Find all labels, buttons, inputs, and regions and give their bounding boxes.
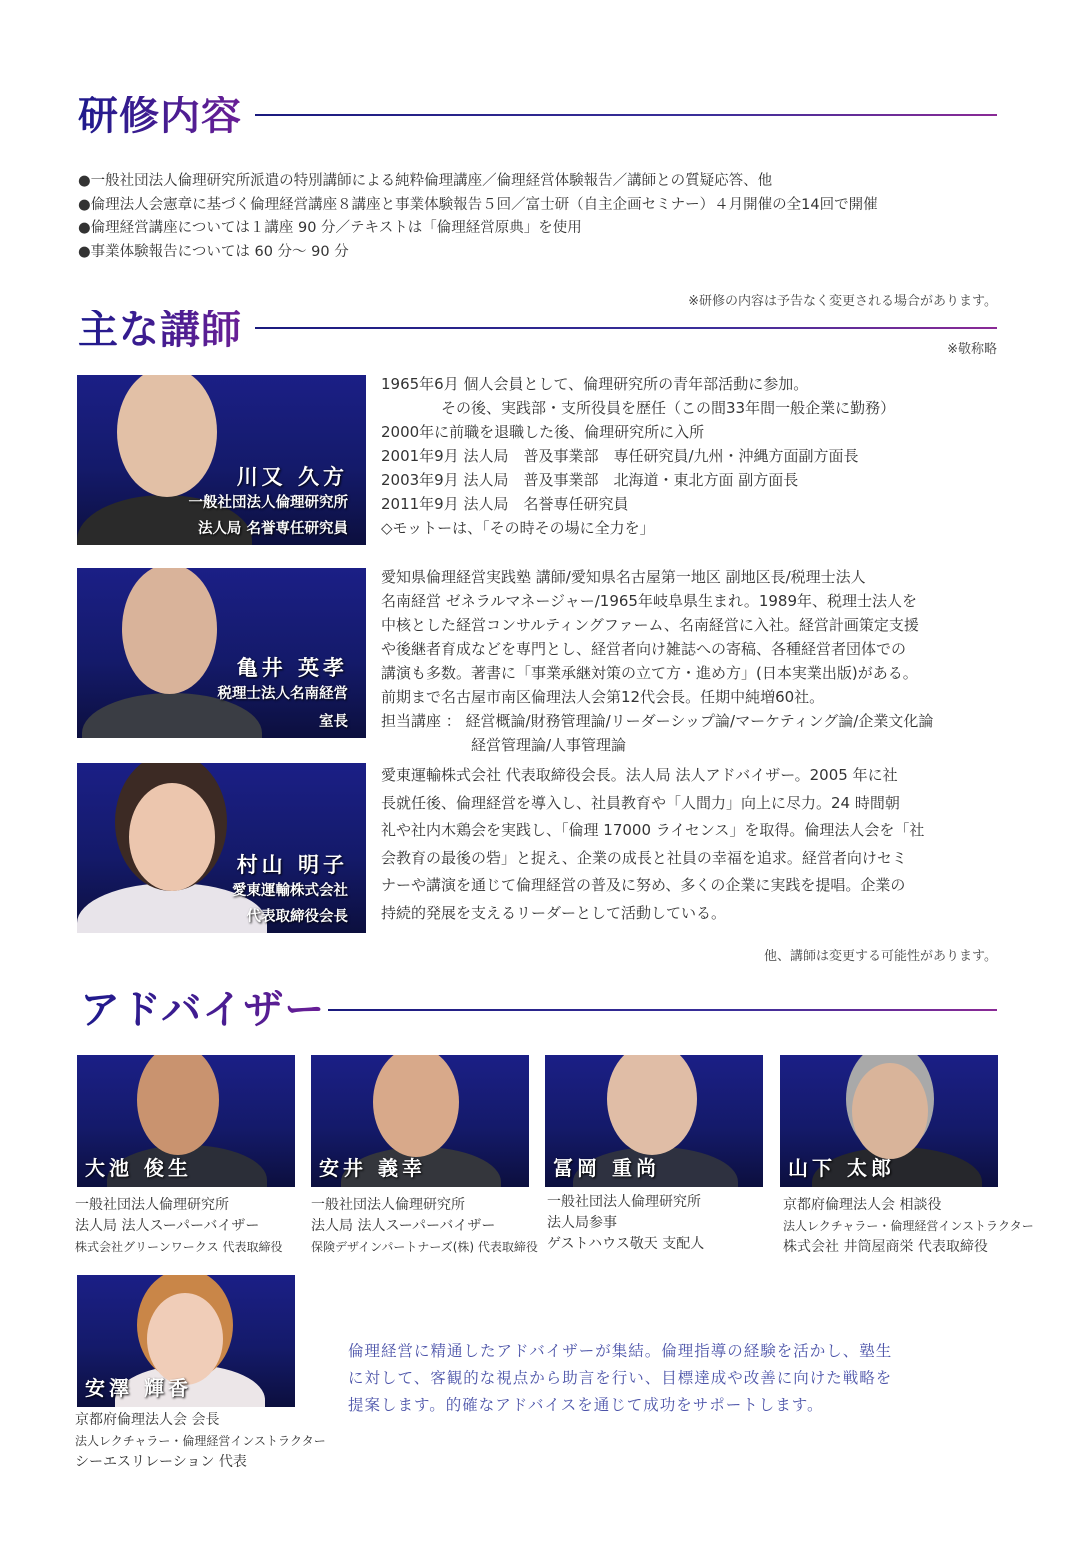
portrait-face (129, 783, 215, 891)
caption-line: 株式会社 井筒屋商栄 代表取締役 (783, 1239, 988, 1255)
lecturer-photo (77, 568, 366, 738)
portrait-face (117, 375, 217, 497)
bio-line: その後、実践部・支所役員を歴任（この間33年間一般企業に勤務） (381, 399, 896, 417)
section-divider (255, 114, 997, 116)
advisor-caption (75, 1195, 282, 1258)
portrait-face (122, 568, 217, 694)
lecturer-name: 亀井 英孝 (236, 656, 348, 680)
portrait-face (373, 1055, 459, 1157)
description-line: 提案します。的確なアドバイスを通じて成功をサポートします。 (348, 1396, 824, 1414)
advisor-caption (75, 1410, 326, 1473)
advisor-photo (77, 1055, 295, 1187)
lecturer-photo (77, 763, 366, 933)
bio-line: 経営管理論/人事管理論 (381, 736, 627, 754)
caption-line: 株式会社グリーンワークス 代表取締役 (75, 1240, 283, 1254)
advisor-photo (780, 1055, 998, 1187)
caption-line: 法人レクチャラー・倫理経営インストラクター (75, 1434, 326, 1448)
lecturer-bio (381, 565, 1001, 757)
bio-line: ナーや講演を通じて倫理経営の普及に努め、多くの企業に実践を提唱。企業の (381, 876, 906, 894)
description-line: 倫理経営に精通したアドバイザーが集結。倫理指導の経験を活かし、塾生 (348, 1342, 893, 1360)
bio-line: 1965年6月 個人会員として、倫理研究所の青年部活動に参加。 (381, 375, 809, 393)
bio-line: 2011年9月 法人局 名誉専任研究員 (381, 495, 629, 513)
lecturers-section-title: 主な講師 (78, 306, 242, 353)
caption-line: 法人局 法人スーパーバイザー (311, 1218, 496, 1234)
bio-line: 2003年9月 法人局 普及事業部 北海道・東北方面 副方面長 (381, 471, 799, 489)
bio-line: 愛東運輸株式会社 代表取締役会長。法人局 法人アドバイザー。2005 年に社 (381, 766, 898, 784)
portrait-face (607, 1055, 697, 1155)
advisor-photo (77, 1275, 295, 1407)
portrait-face (852, 1063, 928, 1159)
training-bullet: ●倫理経営講座については１講座 90 分／テキストは「倫理経営原典」を使用 (78, 220, 582, 236)
advisors-description (348, 1338, 988, 1419)
lecturer-role: 代表取締役会長 (246, 909, 348, 925)
honorific-note: ※敬称略 (947, 342, 997, 357)
section-divider (328, 1009, 997, 1011)
advisor-name: 大池 俊生 (85, 1156, 192, 1180)
caption-line: 一般社団法人倫理研究所 (75, 1197, 229, 1213)
training-bullet: ●一般社団法人倫理研究所派遣の特別講師による純粋倫理講座／倫理経営体験報告／講師との質疑応答、他 (78, 173, 773, 189)
bio-line: 愛知県倫理経営実践塾 講師/愛知県名古屋第一地区 副地区長/税理士法人 (381, 568, 866, 586)
lecturer-photo (77, 375, 366, 545)
caption-line: 京都府倫理法人会 相談役 (783, 1197, 942, 1213)
lecturer-org: 一般社団法人倫理研究所 (188, 495, 348, 511)
caption-line: 保険デザインパートナーズ(株) 代表取締役 (311, 1240, 538, 1254)
advisors-section-title: アドバイザー (80, 986, 326, 1033)
caption-line: シーエスリレーション 代表 (75, 1454, 247, 1470)
lecturer-bio (381, 762, 1001, 927)
advisor-caption (547, 1192, 704, 1255)
lecturer-change-note: 他、講師は変更する可能性があります。 (764, 949, 997, 964)
advisor-name: 安井 義幸 (319, 1156, 426, 1180)
training-bullet: ●事業体験報告については 60 分〜 90 分 (78, 243, 349, 260)
caption-line: 京都府倫理法人会 会長 (75, 1412, 220, 1428)
bio-line: 2000年に前職を退職した後、倫理研究所に入所 (381, 423, 705, 441)
bio-line: 前期まで名古屋市南区倫理法人会第12代会長。任期中純増60社。 (381, 688, 825, 706)
bio-line: 会教育の最後の砦」と捉え、企業の成長と社員の幸福を追求。経営者向けセミ (381, 848, 907, 867)
training-bullet: ●倫理法人会憲章に基づく倫理経営講座８講座と事業体験報告５回／富士研（自主企画セミナー）４月開催の全14回で開催 (78, 196, 878, 213)
bio-line: 中核とした経営コンサルティングファーム、名南経営に入社。経営計画策定支援 (381, 616, 919, 634)
lecturer-name: 川又 久方 (236, 465, 348, 489)
caption-line: 法人局参事 (547, 1215, 617, 1231)
bio-line: 持続的発展を支えるリーダーとして活動している。 (381, 903, 727, 922)
lecturer-role: 法人局 名誉専任研究員 (197, 521, 348, 537)
training-notice: ※研修の内容は予告なく変更される場合があります。 (688, 294, 997, 309)
section-divider (255, 327, 997, 329)
advisor-name: 安澤 輝香 (85, 1376, 192, 1400)
advisor-name: 冨岡 重尚 (553, 1156, 660, 1180)
caption-line: 一般社団法人倫理研究所 (311, 1197, 465, 1213)
caption-line: 一般社団法人倫理研究所 (547, 1194, 701, 1210)
lecturer-bio (381, 372, 1001, 540)
bio-line: 2001年9月 法人局 普及事業部 専任研究員/九州・沖縄方面副方面長 (381, 447, 859, 465)
advisor-caption (311, 1195, 538, 1258)
lecturer-org: 税理士法人名南経営 (217, 686, 348, 702)
bio-line: 長就任後、倫理経営を導入し、社員教育や「人間力」向上に尽力。24 時間朝 (381, 793, 900, 812)
caption-line: 法人局 法人スーパーバイザー (75, 1218, 260, 1234)
bio-line: や後継者育成などを専門とし、経営者向け雑誌への寄稿、各種経営者団体での (381, 640, 907, 658)
lecturer-role: 室長 (319, 714, 348, 730)
bio-line: 名南経営 ゼネラルマネージャー/1965年岐阜県生まれ。1989年、税理士法人を (381, 592, 918, 610)
advisor-caption (783, 1195, 1034, 1258)
caption-line: ゲストハウス敬天 支配人 (547, 1236, 705, 1252)
lecturer-org: 愛東運輸株式会社 (232, 883, 348, 899)
training-bullet-list (78, 170, 878, 264)
portrait-face (137, 1055, 219, 1155)
bio-line: ◇モットーは、「その時その場に全力を」 (381, 519, 655, 537)
bio-line: 担当講座 ： 経営概論/財務管理論/リーダーシップ論/マーケティング論/企業文化論 (381, 712, 934, 730)
advisor-name: 山下 太郎 (788, 1156, 895, 1180)
description-line: に対して、客観的な視点から助言を行い、目標達成や改善に向けた戦略を (348, 1369, 893, 1387)
caption-line: 法人レクチャラー・倫理経営インストラクター (783, 1219, 1034, 1233)
bio-line: 礼や社内木鶏会を実践し、「倫理 17000 ライセンス」を取得。倫理法人会を「社 (381, 821, 925, 839)
lecturer-name: 村山 明子 (236, 853, 348, 877)
bio-line: 講演も多数。著書に「事業承継対策の立て方・進め方」(日本実業出版)がある。 (381, 664, 918, 682)
advisor-photo (311, 1055, 529, 1187)
advisor-photo (545, 1055, 763, 1187)
training-section-title: 研修内容 (78, 92, 242, 139)
